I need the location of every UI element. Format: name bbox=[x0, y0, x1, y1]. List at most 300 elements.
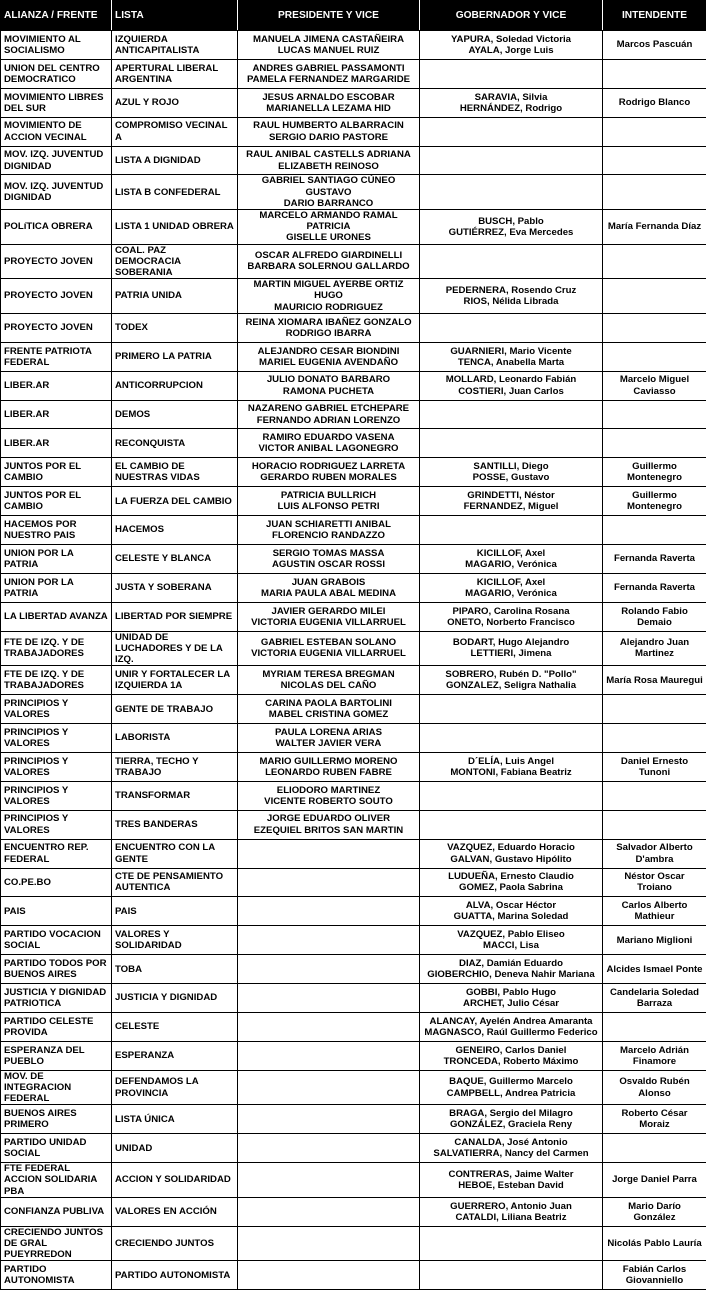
table-row bbox=[1, 31, 706, 60]
table-row bbox=[1, 458, 706, 487]
alianza-text: JUNTOS POR EL CAMBIO bbox=[4, 490, 108, 512]
intendente-cell bbox=[603, 955, 706, 984]
intendente-cell bbox=[603, 458, 706, 487]
vice-name: LUCAS MANUEL RUIZ bbox=[241, 45, 416, 56]
gobernador-cell bbox=[420, 146, 603, 175]
header-alianza: ALIANZA / FRENTE bbox=[1, 1, 112, 31]
vice-name: FERNANDO ADRIAN LORENZO bbox=[241, 415, 416, 426]
intendente-cell bbox=[603, 984, 706, 1013]
presidente-name: JUAN GRABOIS bbox=[241, 577, 416, 588]
presidente-cell bbox=[238, 955, 420, 984]
vicegobernador-name: CATALDI, Liliana Beatriz bbox=[423, 1212, 599, 1223]
lista-text: LISTA B CONFEDERAL bbox=[115, 187, 234, 198]
alianza-text: PAIS bbox=[4, 906, 108, 917]
intendente-cell bbox=[603, 602, 706, 631]
table-row bbox=[1, 955, 706, 984]
header-intendente: INTENDENTE bbox=[603, 1, 706, 31]
lista-text: UNIDAD bbox=[115, 1143, 234, 1154]
vicegobernador-name: ARCHET, Julio César bbox=[423, 998, 599, 1009]
lista-text: ANTICORRUPCION bbox=[115, 380, 234, 391]
gobernador-name: LUDUEÑA, Ernesto Claudio bbox=[423, 871, 599, 882]
lista-text: ACCION Y SOLIDARIDAD bbox=[115, 1174, 234, 1185]
table-row bbox=[1, 279, 706, 314]
lista-text: TIERRA, TECHO Y TRABAJO bbox=[115, 756, 234, 778]
alianza-cell bbox=[1, 1261, 112, 1290]
intendente-cell bbox=[603, 31, 706, 60]
table-row bbox=[1, 666, 706, 695]
gobernador-cell bbox=[420, 458, 603, 487]
presidente-cell bbox=[238, 631, 420, 666]
intendente-cell bbox=[603, 724, 706, 753]
lista-text: PATRIA UNIDA bbox=[115, 290, 234, 301]
alianza-text: FRENTE PATRIOTA FEDERAL bbox=[4, 346, 108, 368]
presidente-cell bbox=[238, 146, 420, 175]
presidente-name: JAVIER GERARDO MILEI bbox=[241, 606, 416, 617]
lista-cell bbox=[112, 955, 238, 984]
gobernador-cell bbox=[420, 1163, 603, 1198]
intendente-cell bbox=[603, 88, 706, 117]
presidente-name: GABRIEL SANTIAGO CÚNEO GUSTAVO bbox=[241, 175, 416, 197]
alianza-cell bbox=[1, 810, 112, 839]
gobernador-name: D´ELÍA, Luis Angel bbox=[423, 756, 599, 767]
lista-text: PARTIDO AUTONOMISTA bbox=[115, 1270, 234, 1281]
alianza-text: CRECIENDO JUNTOS DE GRAL PUEYRREDON bbox=[4, 1227, 108, 1261]
vice-name: FLORENCIO RANDAZZO bbox=[241, 530, 416, 541]
alianza-text: MOVIMIENTO LIBRES DEL SUR bbox=[4, 92, 108, 114]
alianza-text: CONFIANZA PUBLIVA bbox=[4, 1206, 108, 1217]
lista-cell bbox=[112, 371, 238, 400]
alianza-cell bbox=[1, 313, 112, 342]
vicegobernador-name: GALVAN, Gustavo Hipólito bbox=[423, 854, 599, 865]
alianza-text: MOVIMIENTO AL SOCIALISMO bbox=[4, 34, 108, 56]
lista-text: CELESTE bbox=[115, 1021, 234, 1032]
lista-cell bbox=[112, 631, 238, 666]
table-row bbox=[1, 117, 706, 146]
alianza-text: PRINCIPIOS Y VALORES bbox=[4, 785, 108, 807]
lista-cell bbox=[112, 210, 238, 245]
presidente-name: PAULA LORENA ARIAS bbox=[241, 727, 416, 738]
lista-cell bbox=[112, 342, 238, 371]
header-gobernador: GOBERNADOR Y VICE bbox=[420, 1, 603, 31]
gobernador-name: CONTRERAS, Jaime Walter bbox=[423, 1169, 599, 1180]
vicegobernador-name: HEBOE, Esteban David bbox=[423, 1180, 599, 1191]
gobernador-cell bbox=[420, 724, 603, 753]
gobernador-cell bbox=[420, 984, 603, 1013]
lista-text: UNIDAD DE LUCHADORES Y DE LA IZQ. bbox=[115, 632, 234, 666]
vice-name: ELIZABETH REINOSO bbox=[241, 161, 416, 172]
presidente-name: REINA XIOMARA IBAÑEZ GONZALO bbox=[241, 317, 416, 328]
gobernador-name: SANTILLI, Diego bbox=[423, 461, 599, 472]
presidente-name: GABRIEL ESTEBAN SOLANO bbox=[241, 637, 416, 648]
intendente-cell bbox=[603, 146, 706, 175]
intendente-cell bbox=[603, 631, 706, 666]
presidente-cell bbox=[238, 1197, 420, 1226]
presidente-cell bbox=[238, 31, 420, 60]
gobernador-cell bbox=[420, 313, 603, 342]
gobernador-cell bbox=[420, 545, 603, 574]
presidente-cell bbox=[238, 342, 420, 371]
lista-text: AZUL Y ROJO bbox=[115, 97, 234, 108]
presidente-name: JULIO DONATO BARBARO bbox=[241, 374, 416, 385]
presidente-cell bbox=[238, 429, 420, 458]
alianza-cell bbox=[1, 1163, 112, 1198]
vicegobernador-name: TRONCEDA, Roberto Máximo bbox=[423, 1056, 599, 1067]
table-row bbox=[1, 1105, 706, 1134]
lista-cell bbox=[112, 1197, 238, 1226]
vicegobernador-name: COSTIERI, Juan Carlos bbox=[423, 386, 599, 397]
vicegobernador-name: GUATTA, Marina Soledad bbox=[423, 911, 599, 922]
lista-cell bbox=[112, 59, 238, 88]
alianza-cell bbox=[1, 400, 112, 429]
intendente-cell bbox=[603, 752, 706, 781]
table-row bbox=[1, 210, 706, 245]
gobernador-cell bbox=[420, 631, 603, 666]
alianza-text: PARTIDO CELESTE PROVIDA bbox=[4, 1016, 108, 1038]
presidente-cell bbox=[238, 1163, 420, 1198]
table-body bbox=[1, 31, 706, 1290]
vicegobernador-name: FERNANDEZ, Miguel bbox=[423, 501, 599, 512]
table-row bbox=[1, 724, 706, 753]
vice-name: MARIANELLA LEZAMA HID bbox=[241, 103, 416, 114]
vicegobernador-name: GIOBERCHIO, Deneva Nahir Mariana bbox=[423, 969, 599, 980]
lista-text: IZQUIERDA ANTICAPITALISTA bbox=[115, 34, 234, 56]
lista-cell bbox=[112, 1226, 238, 1261]
intendente-cell bbox=[603, 175, 706, 210]
table-row bbox=[1, 1261, 706, 1290]
table-row bbox=[1, 487, 706, 516]
intendente-name: María Rosa Mauregui bbox=[606, 675, 703, 686]
presidente-name: PATRICIA BULLRICH bbox=[241, 490, 416, 501]
presidente-cell bbox=[238, 1134, 420, 1163]
gobernador-name: GENEIRO, Carlos Daniel bbox=[423, 1045, 599, 1056]
intendente-name: Rolando Fabio Demaio bbox=[606, 606, 703, 628]
presidente-cell bbox=[238, 516, 420, 545]
vice-name: LUIS ALFONSO PETRI bbox=[241, 501, 416, 512]
lista-cell bbox=[112, 31, 238, 60]
alianza-cell bbox=[1, 1134, 112, 1163]
vice-name: VICENTE ROBERTO SOUTO bbox=[241, 796, 416, 807]
presidente-name: MARIO GUILLERMO MORENO bbox=[241, 756, 416, 767]
gobernador-name: SOBRERO, Rubén D. "Pollo" bbox=[423, 669, 599, 680]
vice-name: RAMONA PUCHETA bbox=[241, 386, 416, 397]
lista-text: HACEMOS bbox=[115, 524, 234, 535]
alianza-cell bbox=[1, 210, 112, 245]
presidente-cell bbox=[238, 244, 420, 279]
presidente-cell bbox=[238, 1041, 420, 1070]
gobernador-name: MOLLARD, Leonardo Fabián bbox=[423, 374, 599, 385]
lista-cell bbox=[112, 868, 238, 897]
vice-name: VICTORIA EUGENIA VILLARRUEL bbox=[241, 648, 416, 659]
gobernador-name: KICILLOF, Axel bbox=[423, 577, 599, 588]
lista-text: LISTA 1 UNIDAD OBRERA bbox=[115, 221, 234, 232]
lista-cell bbox=[112, 400, 238, 429]
table-row bbox=[1, 175, 706, 210]
lista-text: UNIR Y FORTALECER LA IZQUIERDA 1A bbox=[115, 669, 234, 691]
gobernador-name: PEDERNERA, Rosendo Cruz bbox=[423, 285, 599, 296]
lista-cell bbox=[112, 279, 238, 314]
intendente-name: Marcelo Adrián Finamore bbox=[606, 1045, 703, 1067]
presidente-cell bbox=[238, 752, 420, 781]
gobernador-name: BODART, Hugo Alejandro bbox=[423, 637, 599, 648]
lista-cell bbox=[112, 1134, 238, 1163]
intendente-cell bbox=[603, 1041, 706, 1070]
table-row bbox=[1, 342, 706, 371]
lista-cell bbox=[112, 1041, 238, 1070]
vice-name: MARIEL EUGENIA AVENDAÑO bbox=[241, 357, 416, 368]
lista-cell bbox=[112, 244, 238, 279]
presidente-cell bbox=[238, 1070, 420, 1105]
intendente-cell bbox=[603, 1105, 706, 1134]
intendente-cell bbox=[603, 1163, 706, 1198]
presidente-cell bbox=[238, 781, 420, 810]
alianza-cell bbox=[1, 1105, 112, 1134]
intendente-name: Candelaria Soledad Barraza bbox=[606, 987, 703, 1009]
alianza-text: FTE DE IZQ. Y DE TRABAJADORES bbox=[4, 669, 108, 691]
table-row bbox=[1, 1012, 706, 1041]
lista-text: GENTE DE TRABAJO bbox=[115, 704, 234, 715]
lista-cell bbox=[112, 516, 238, 545]
alianza-text: MOV. IZQ. JUVENTUD DIGNIDAD bbox=[4, 181, 108, 203]
presidente-cell bbox=[238, 984, 420, 1013]
lista-text: JUSTICIA Y DIGNIDAD bbox=[115, 992, 234, 1003]
presidente-cell bbox=[238, 175, 420, 210]
lista-text: ESPERANZA bbox=[115, 1050, 234, 1061]
vicegobernador-name: GONZALEZ, Seligra Nathalia bbox=[423, 680, 599, 691]
gobernador-name: BAQUE, Guillermo Marcelo bbox=[423, 1076, 599, 1087]
vicegobernador-name: AYALA, Jorge Luis bbox=[423, 45, 599, 56]
lista-text: TRES BANDERAS bbox=[115, 819, 234, 830]
intendente-cell bbox=[603, 244, 706, 279]
alianza-cell bbox=[1, 371, 112, 400]
gobernador-cell bbox=[420, 839, 603, 868]
gobernador-name: GOBBI, Pablo Hugo bbox=[423, 987, 599, 998]
lista-cell bbox=[112, 926, 238, 955]
header-presidente: PRESIDENTE Y VICE bbox=[238, 1, 420, 31]
table-row bbox=[1, 1070, 706, 1105]
vicegobernador-name: RIOS, Nélida Librada bbox=[423, 296, 599, 307]
gobernador-cell bbox=[420, 868, 603, 897]
intendente-cell bbox=[603, 429, 706, 458]
vicegobernador-name: TENCA, Anabella Marta bbox=[423, 357, 599, 368]
table-row bbox=[1, 88, 706, 117]
lista-cell bbox=[112, 602, 238, 631]
lista-text: LISTA ÚNICA bbox=[115, 1114, 234, 1125]
alianza-text: PRINCIPIOS Y VALORES bbox=[4, 756, 108, 778]
alianza-text: JUSTICIA Y DIGNIDAD PATRIOTICA bbox=[4, 987, 108, 1009]
alianza-text: PARTIDO UNIDAD SOCIAL bbox=[4, 1137, 108, 1159]
lista-text: LIBERTAD POR SIEMPRE bbox=[115, 611, 234, 622]
alianza-text: LA LIBERTAD AVANZA bbox=[4, 611, 108, 622]
vice-name: LEONARDO RUBEN FABRE bbox=[241, 767, 416, 778]
alianza-text: ENCUENTRO REP. FEDERAL bbox=[4, 842, 108, 864]
gobernador-name: BUSCH, Pablo bbox=[423, 216, 599, 227]
alianza-cell bbox=[1, 429, 112, 458]
gobernador-cell bbox=[420, 342, 603, 371]
vice-name: MAURICIO RODRIGUEZ bbox=[241, 302, 416, 313]
alianza-text: HACEMOS POR NUESTRO PAIS bbox=[4, 519, 108, 541]
gobernador-name: GRINDETTI, Néstor bbox=[423, 490, 599, 501]
intendente-name: Carlos Alberto Mathieur bbox=[606, 900, 703, 922]
presidente-cell bbox=[238, 400, 420, 429]
lista-cell bbox=[112, 429, 238, 458]
gobernador-cell bbox=[420, 897, 603, 926]
vice-name: VICTOR ANIBAL LAGONEGRO bbox=[241, 443, 416, 454]
lista-cell bbox=[112, 573, 238, 602]
table-row bbox=[1, 573, 706, 602]
intendente-cell bbox=[603, 926, 706, 955]
vice-name: DARIO BARRANCO bbox=[241, 198, 416, 209]
alianza-cell bbox=[1, 1197, 112, 1226]
gobernador-name: ALVA, Oscar Héctor bbox=[423, 900, 599, 911]
gobernador-cell bbox=[420, 695, 603, 724]
lista-text: CELESTE Y BLANCA bbox=[115, 553, 234, 564]
vice-name: VICTORIA EUGENIA VILLARRUEL bbox=[241, 617, 416, 628]
alianza-text: MOVIMIENTO DE ACCION VECINAL bbox=[4, 120, 108, 142]
alianza-cell bbox=[1, 487, 112, 516]
presidente-cell bbox=[238, 897, 420, 926]
table-row bbox=[1, 244, 706, 279]
alianza-text: UNION POR LA PATRIA bbox=[4, 548, 108, 570]
presidente-name: JESUS ARNALDO ESCOBAR bbox=[241, 92, 416, 103]
gobernador-name: BRAGA, Sergio del Milagro bbox=[423, 1108, 599, 1119]
table-row bbox=[1, 984, 706, 1013]
intendente-name: Rodrigo Blanco bbox=[606, 97, 703, 108]
lista-cell bbox=[112, 487, 238, 516]
gobernador-name: GUARNIERI, Mario Vicente bbox=[423, 346, 599, 357]
lista-cell bbox=[112, 839, 238, 868]
gobernador-cell bbox=[420, 1261, 603, 1290]
intendente-cell bbox=[603, 868, 706, 897]
gobernador-name: SARAVIA, Silvia bbox=[423, 92, 599, 103]
vice-name: GISELLE URONES bbox=[241, 232, 416, 243]
table-row bbox=[1, 371, 706, 400]
gobernador-cell bbox=[420, 573, 603, 602]
presidente-cell bbox=[238, 602, 420, 631]
vicegobernador-name: GONZÁLEZ, Graciela Reny bbox=[423, 1119, 599, 1130]
gobernador-cell bbox=[420, 88, 603, 117]
gobernador-cell bbox=[420, 175, 603, 210]
lista-cell bbox=[112, 1261, 238, 1290]
presidente-name: OSCAR ALFREDO GIARDINELLI bbox=[241, 250, 416, 261]
alianza-cell bbox=[1, 1012, 112, 1041]
gobernador-cell bbox=[420, 666, 603, 695]
lista-cell bbox=[112, 781, 238, 810]
vice-name: PAMELA FERNANDEZ MARGARIDE bbox=[241, 74, 416, 85]
gobernador-cell bbox=[420, 244, 603, 279]
gobernador-cell bbox=[420, 1197, 603, 1226]
lista-text: VALORES Y SOLIDARIDAD bbox=[115, 929, 234, 951]
intendente-name: Jorge Daniel Parra bbox=[606, 1174, 703, 1185]
presidente-name: RAMIRO EDUARDO VASENA bbox=[241, 432, 416, 443]
alianza-text: MOV. DE INTEGRACION FEDERAL bbox=[4, 1071, 108, 1105]
alianza-text: PROYECTO JOVEN bbox=[4, 256, 108, 267]
lista-text: EL CAMBIO DE NUESTRAS VIDAS bbox=[115, 461, 234, 483]
alianza-cell bbox=[1, 59, 112, 88]
lista-text: APERTURAL LIBERAL ARGENTINA bbox=[115, 63, 234, 85]
alianza-text: PARTIDO AUTONOMISTA bbox=[4, 1264, 108, 1286]
gobernador-cell bbox=[420, 117, 603, 146]
alianza-text: ESPERANZA DEL PUEBLO bbox=[4, 1045, 108, 1067]
intendente-cell bbox=[603, 781, 706, 810]
gobernador-name: VAZQUEZ, Pablo Eliseo bbox=[423, 929, 599, 940]
lista-cell bbox=[112, 1012, 238, 1041]
lista-text: RECONQUISTA bbox=[115, 438, 234, 449]
gobernador-name: VAZQUEZ, Eduardo Horacio bbox=[423, 842, 599, 853]
intendente-name: Néstor Oscar Troiano bbox=[606, 871, 703, 893]
vicegobernador-name: GUTIÉRREZ, Eva Mercedes bbox=[423, 227, 599, 238]
table-row bbox=[1, 839, 706, 868]
intendente-name: Daniel Ernesto Tunoni bbox=[606, 756, 703, 778]
table-row bbox=[1, 897, 706, 926]
presidente-cell bbox=[238, 1261, 420, 1290]
lista-cell bbox=[112, 897, 238, 926]
alianza-text: POLíTICA OBRERA bbox=[4, 221, 108, 232]
intendente-name: María Fernanda Díaz bbox=[606, 221, 703, 232]
alianza-cell bbox=[1, 117, 112, 146]
intendente-cell bbox=[603, 1197, 706, 1226]
presidente-cell bbox=[238, 545, 420, 574]
presidente-cell bbox=[238, 371, 420, 400]
alianza-cell bbox=[1, 573, 112, 602]
intendente-cell bbox=[603, 897, 706, 926]
presidente-cell bbox=[238, 279, 420, 314]
presidente-name: RAUL ANIBAL CASTELLS ADRIANA bbox=[241, 149, 416, 160]
gobernador-name: YAPURA, Soledad Victoria bbox=[423, 34, 599, 45]
presidente-name: MYRIAM TERESA BREGMAN bbox=[241, 669, 416, 680]
presidente-cell bbox=[238, 926, 420, 955]
intendente-name: Mariano Miglioni bbox=[606, 935, 703, 946]
intendente-cell bbox=[603, 666, 706, 695]
vicegobernador-name: MACCI, Lisa bbox=[423, 940, 599, 951]
alianza-cell bbox=[1, 631, 112, 666]
presidente-name: JORGE EDUARDO OLIVER bbox=[241, 813, 416, 824]
intendente-name: Nicolás Pablo Lauría bbox=[606, 1238, 703, 1249]
vice-name: WALTER JAVIER VERA bbox=[241, 738, 416, 749]
gobernador-name: PIPARO, Carolina Rosana bbox=[423, 606, 599, 617]
table-row bbox=[1, 810, 706, 839]
gobernador-name: DIAZ, Damián Eduardo bbox=[423, 958, 599, 969]
lista-text: TODEX bbox=[115, 322, 234, 333]
vice-name: EZEQUIEL BRITOS SAN MARTIN bbox=[241, 825, 416, 836]
gobernador-cell bbox=[420, 59, 603, 88]
lista-text: JUSTA Y SOBERANA bbox=[115, 582, 234, 593]
lista-cell bbox=[112, 175, 238, 210]
gobernador-cell bbox=[420, 1041, 603, 1070]
intendente-cell bbox=[603, 573, 706, 602]
presidente-cell bbox=[238, 88, 420, 117]
lista-cell bbox=[112, 666, 238, 695]
table-row bbox=[1, 602, 706, 631]
gobernador-cell bbox=[420, 1226, 603, 1261]
vice-name: MARIA PAULA ABAL MEDINA bbox=[241, 588, 416, 599]
alianza-cell bbox=[1, 1226, 112, 1261]
intendente-name: Marcos Pascuán bbox=[606, 39, 703, 50]
table-row bbox=[1, 429, 706, 458]
gobernador-name: ALANCAY, Ayelén Andrea Amaranta bbox=[423, 1016, 599, 1027]
alianza-cell bbox=[1, 695, 112, 724]
alianza-text: JUNTOS POR EL CAMBIO bbox=[4, 461, 108, 483]
vicegobernador-name: MAGARIO, Verónica bbox=[423, 559, 599, 570]
lista-cell bbox=[112, 810, 238, 839]
intendente-cell bbox=[603, 1226, 706, 1261]
intendente-cell bbox=[603, 516, 706, 545]
lista-cell bbox=[112, 117, 238, 146]
lista-text: ENCUENTRO CON LA GENTE bbox=[115, 842, 234, 864]
presidente-cell bbox=[238, 1012, 420, 1041]
gobernador-cell bbox=[420, 781, 603, 810]
intendente-cell bbox=[603, 839, 706, 868]
alianza-cell bbox=[1, 666, 112, 695]
